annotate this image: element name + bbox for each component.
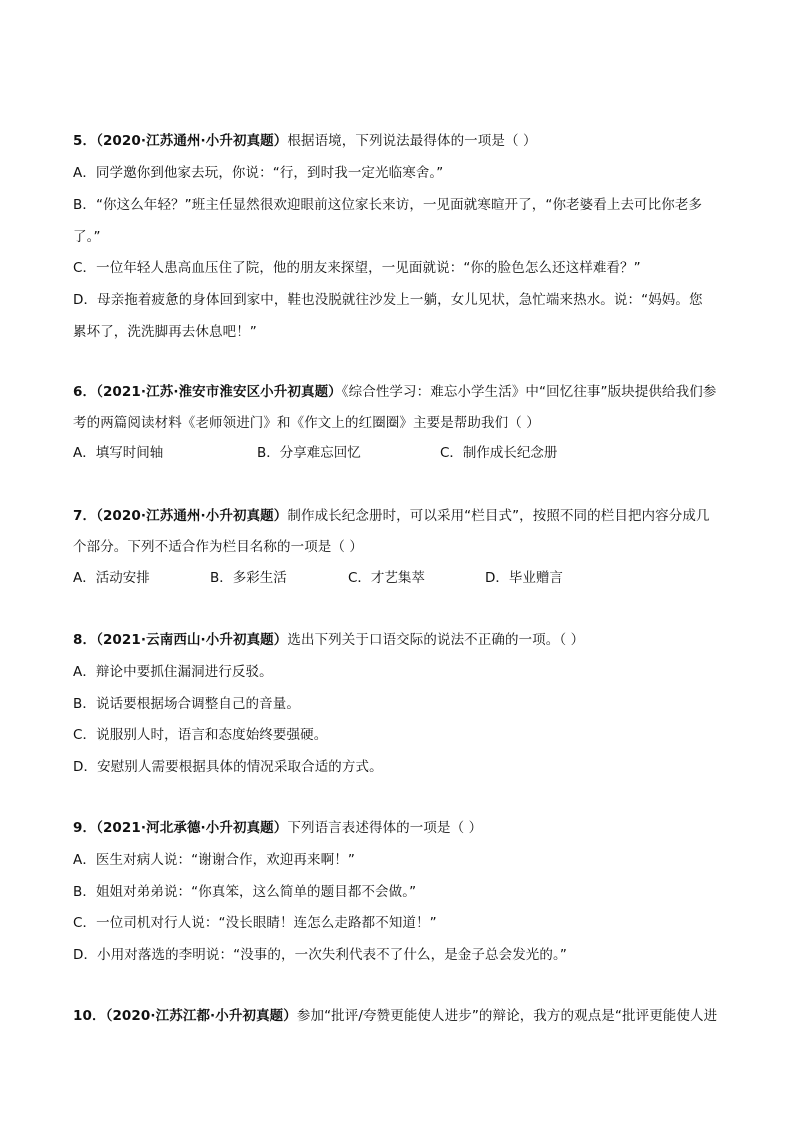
question-number: 6． — [73, 384, 97, 400]
question-5-stem — [73, 131, 723, 151]
question-9-option-b: B．姐姐对弟弟说：“你真笨，这么简单的题目都不会做。” — [73, 884, 417, 900]
question-text: 根据语境，下列说法最得体的一项是（ ） — [287, 133, 537, 149]
question-number: 10． — [73, 1008, 106, 1024]
question-9-option-d: D．小用对落选的李明说：“没事的，一次失利代表不了什么，是金子总会发光的。” — [73, 947, 567, 963]
option-b: B．多彩生活 — [210, 570, 287, 586]
question-5-option-b-cont: 了。” — [73, 229, 101, 245]
question-source: （2020·江苏通州·小升初真题） — [96, 508, 288, 524]
question-5-option-a: A．同学邀你到他家去玩，你说：“行，到时我一定光临寒舍。” — [73, 165, 444, 181]
option-c: C．才艺集萃 — [348, 570, 425, 586]
question-source: （2021·江苏·淮安市淮安区小升初真题） — [96, 384, 342, 400]
question-8-stem — [73, 630, 723, 650]
question-9-stem — [73, 818, 723, 838]
question-5-option-d: D．母亲拖着疲惫的身体回到家中，鞋也没脱就往沙发上一躺，女儿见状，急忙端来热水。说：“妈妈。您 — [73, 292, 703, 308]
question-10-stem — [73, 1006, 723, 1026]
question-number: 7． — [73, 508, 97, 524]
question-source: （2020·江苏江都·小升初真题） — [105, 1008, 297, 1024]
question-source: （2021·云南西山·小升初真题） — [96, 632, 288, 648]
question-source: （2020·江苏通州·小升初真题） — [96, 133, 288, 149]
question-7-stem-cont: 个部分。下列不适合作为栏目名称的一项是（ ） — [73, 539, 363, 555]
question-6-stem — [73, 382, 723, 402]
option-a: A．活动安排 — [73, 570, 150, 586]
question-5-option-b: B．“你这么年轻？”班主任显然很欢迎眼前这位家长来访，一见面就寒暄开了，“你老婆看上去可比你老多 — [73, 197, 703, 213]
question-text: 制作成长纪念册时，可以采用“栏目式”，按照不同的栏目把内容分成几 — [287, 508, 710, 524]
question-text: 《综合性学习：难忘小学生活》中“回忆往事”版块提供给我们参 — [341, 384, 717, 400]
question-6-stem-cont: 考的两篇阅读材料《老师领进门》和《作文上的红圈圈》主要是帮助我们（ ） — [73, 415, 540, 431]
question-text: 参加“批评/夸赞更能使人进步”的辩论，我方的观点是“批评更能使人进 — [296, 1008, 718, 1024]
question-8-option-c: C．说服别人时，语言和态度始终要强硬。 — [73, 727, 328, 743]
question-7-stem — [73, 506, 723, 526]
question-8-option-b: B．说话要根据场合调整自己的音量。 — [73, 696, 300, 712]
question-text: 选出下列关于口语交际的说法不正确的一项。（ ） — [287, 632, 585, 648]
question-8-option-a: A．辩论中要抓住漏洞进行反驳。 — [73, 664, 273, 680]
question-5-option-c: C．一位年轻人患高血压住了院，他的朋友来探望，一见面就说：“你的脸色怎么还这样难看？” — [73, 260, 641, 276]
option-a: A．填写时间轴 — [73, 445, 164, 461]
question-9-option-a: A．医生对病人说：“谢谢合作，欢迎再来啊！” — [73, 852, 355, 868]
question-number: 9． — [73, 820, 97, 836]
question-text: 下列语言表述得体的一项是（ ） — [287, 820, 483, 836]
question-number: 5． — [73, 133, 97, 149]
option-c: C．制作成长纪念册 — [440, 445, 558, 461]
question-source: （2021·河北承德·小升初真题） — [96, 820, 288, 836]
question-8-option-d: D．安慰别人需要根据具体的情况采取合适的方式。 — [73, 759, 383, 775]
question-9-option-c: C．一位司机对行人说：“没长眼睛！连怎么走路都不知道！” — [73, 915, 437, 931]
option-b: B．分享难忘回忆 — [257, 445, 361, 461]
question-number: 8． — [73, 632, 97, 648]
question-5-option-d-cont: 累坏了，洗洗脚再去休息吧！” — [73, 324, 257, 340]
option-d: D．毕业赠言 — [485, 570, 563, 586]
